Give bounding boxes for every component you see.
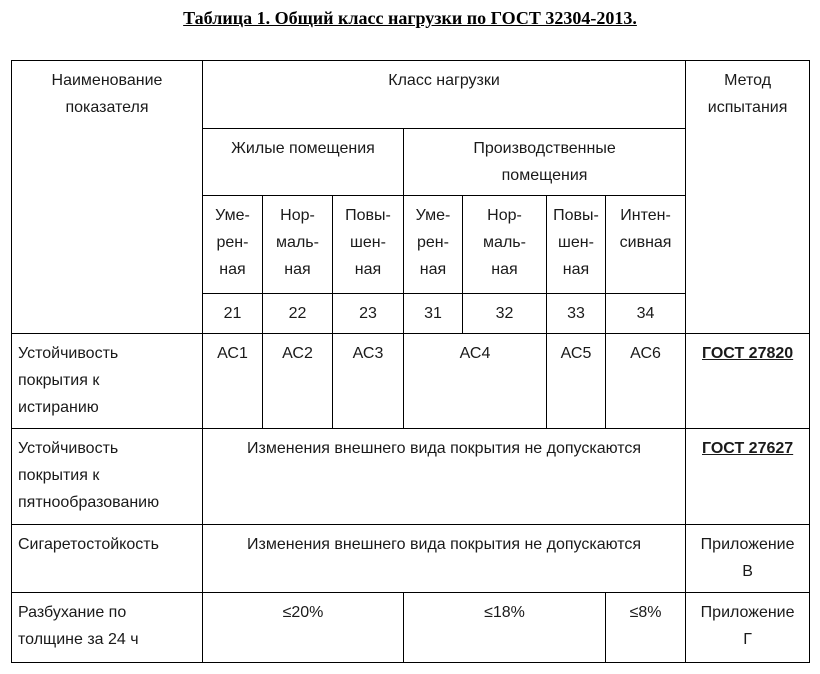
value-cell: АС5 — [547, 334, 606, 429]
level-cell: Интен- сивная — [606, 196, 686, 294]
code-cell: 33 — [547, 294, 606, 334]
load-class-table — [11, 60, 810, 663]
value-cell: АС6 — [606, 334, 686, 429]
header-residential: Жилые помещения — [203, 129, 404, 196]
value-cell: АС2 — [263, 334, 333, 429]
value-cell: АС3 — [333, 334, 404, 429]
row-label-stain: Устойчивость покрытия к пятнообразованию — [12, 429, 203, 525]
value-cell: Изменения внешнего вида покрытия не допускаются — [203, 429, 686, 525]
value-cell: АС1 — [203, 334, 263, 429]
table-title: Таблица 1. Общий класс нагрузки по ГОСТ 32304-2013. — [183, 8, 637, 28]
row-label-swelling: Разбухание по толщине за 24 ч — [12, 593, 203, 663]
method-link-gost-27820[interactable]: ГОСТ 27820 — [686, 334, 810, 429]
method-link-gost-27627[interactable]: ГОСТ 27627 — [686, 429, 810, 525]
row-label-cigarette: Сигаретостойкость — [12, 525, 203, 593]
table-row — [12, 429, 810, 525]
code-cell: 34 — [606, 294, 686, 334]
table-row — [12, 525, 810, 593]
code-cell: 21 — [203, 294, 263, 334]
level-cell: Нор- маль- ная — [463, 196, 547, 294]
level-cell: Повы- шен- ная — [333, 196, 404, 294]
value-cell: ≤20% — [203, 593, 404, 663]
table-row — [12, 334, 810, 429]
level-cell: Уме- рен- ная — [404, 196, 463, 294]
code-cell: 32 — [463, 294, 547, 334]
row-label-abrasion: Устойчивость покрытия к истиранию — [12, 334, 203, 429]
level-cell: Нор- маль- ная — [263, 196, 333, 294]
value-cell: ≤18% — [404, 593, 606, 663]
method-cell: Приложение В — [686, 525, 810, 593]
level-cell: Уме- рен- ная — [203, 196, 263, 294]
level-cell: Повы- шен- ная — [547, 196, 606, 294]
value-cell: ≤8% — [606, 593, 686, 663]
table-row — [12, 593, 810, 663]
header-param: Наименование показателя — [12, 61, 203, 334]
code-cell: 23 — [333, 294, 404, 334]
code-cell: 22 — [263, 294, 333, 334]
code-cell: 31 — [404, 294, 463, 334]
header-load-class: Класс нагрузки — [203, 61, 686, 129]
value-cell: Изменения внешнего вида покрытия не допускаются — [203, 525, 686, 593]
header-method: Метод испытания — [686, 61, 810, 334]
method-cell: Приложение Г — [686, 593, 810, 663]
value-cell: АС4 — [404, 334, 547, 429]
header-industrial: Производственные помещения — [404, 129, 686, 196]
